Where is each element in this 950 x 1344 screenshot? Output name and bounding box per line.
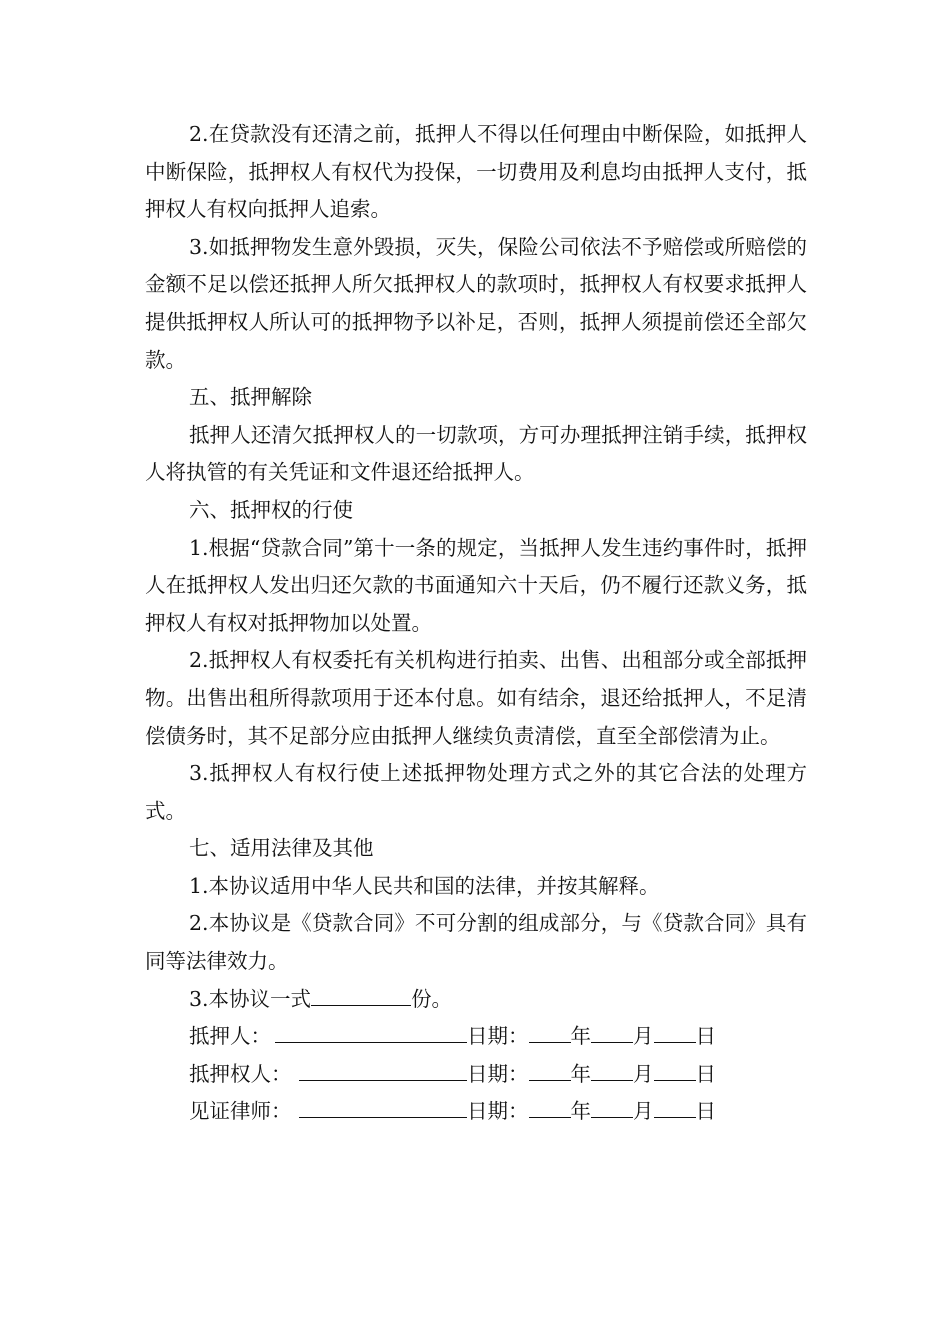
date-label: 日期： bbox=[467, 1024, 529, 1049]
month-label: 月 bbox=[633, 1024, 654, 1049]
month-label: 月 bbox=[633, 1099, 654, 1124]
day-blank[interactable] bbox=[654, 1058, 696, 1081]
paragraph-insurance-interruption: 2.在贷款没有还清之前，抵押人不得以任何理由中断保险，如抵押人中断保险，抵押权人有权代为投保，一切费用及利息均由抵押人支付，抵押权人有权向抵押人追索。 bbox=[145, 122, 807, 222]
signature-line-mortgagee bbox=[145, 1056, 807, 1094]
paragraph-exercise-3: 3.抵押权人有权行使上述抵押物处理方式之外的其它合法的处理方式。 bbox=[145, 761, 807, 823]
year-blank[interactable] bbox=[529, 1058, 571, 1081]
copies-suffix: 份。 bbox=[411, 986, 453, 1011]
document-body bbox=[145, 116, 807, 1131]
paragraph-exercise-1: 1.根据“贷款合同”第十一条的规定，当抵押人发生违约事件时，抵押人在抵押权人发出归还欠款的书面通知六十天后，仍不履行还款义务，抵押权人有权对抵押物加以处置。 bbox=[145, 535, 807, 635]
signature-label: 抵押人： bbox=[189, 1024, 271, 1049]
day-blank[interactable] bbox=[654, 1096, 696, 1119]
paragraph-copies bbox=[145, 981, 807, 1019]
paragraph-release: 抵押人还清欠抵押权人的一切款项，方可办理抵押注销手续，抵押权人将执管的有关凭证和文件退还给抵押人。 bbox=[145, 422, 807, 485]
day-label: 日 bbox=[695, 1099, 716, 1124]
year-label: 年 bbox=[570, 1024, 591, 1049]
signature-line-witness-lawyer bbox=[145, 1093, 807, 1131]
day-label: 日 bbox=[695, 1024, 716, 1049]
signature-line-mortgagor bbox=[145, 1018, 807, 1056]
paragraph-exercise-2: 2.抵押权人有权委托有关机构进行拍卖、出售、出租部分或全部抵押物。出售出租所得款项用于还本付息。如有结余，退还给抵押人，不足清偿债务时，其不足部分应由抵押人继续负责清偿，直至全部偿清为止。 bbox=[145, 648, 807, 748]
copies-count-blank[interactable] bbox=[311, 983, 411, 1006]
section-heading-law: 七、适用法律及其他 bbox=[189, 836, 374, 861]
month-blank[interactable] bbox=[591, 1096, 633, 1119]
date-label: 日期： bbox=[467, 1061, 529, 1086]
signature-blank[interactable] bbox=[299, 1096, 467, 1119]
year-label: 年 bbox=[570, 1099, 591, 1124]
signature-blank[interactable] bbox=[275, 1021, 467, 1044]
section-heading-exercise: 六、抵押权的行使 bbox=[189, 497, 353, 522]
day-label: 日 bbox=[695, 1061, 716, 1086]
paragraph-law-1: 1.本协议适用中华人民共和国的法律，并按其解释。 bbox=[189, 873, 660, 898]
signature-blank[interactable] bbox=[299, 1058, 467, 1081]
year-label: 年 bbox=[570, 1061, 591, 1086]
day-blank[interactable] bbox=[654, 1021, 696, 1044]
month-blank[interactable] bbox=[591, 1021, 633, 1044]
month-blank[interactable] bbox=[591, 1058, 633, 1081]
date-label: 日期： bbox=[467, 1099, 529, 1124]
section-heading-release: 五、抵押解除 bbox=[189, 385, 312, 410]
year-blank[interactable] bbox=[529, 1021, 571, 1044]
paragraph-collateral-loss: 3.如抵押物发生意外毁损，灭失，保险公司依法不予赔偿或所赔偿的金额不足以偿还抵押人所欠抵押权人的款项时，抵押权人有权要求抵押人提供抵押权人所认可的抵押物予以补足，否则，抵押人须提前偿还全部欠款。 bbox=[145, 234, 807, 372]
signature-label: 见证律师： bbox=[189, 1099, 292, 1124]
signature-label: 抵押权人： bbox=[189, 1061, 292, 1086]
year-blank[interactable] bbox=[529, 1096, 571, 1119]
copies-prefix: 3.本协议一式 bbox=[189, 986, 312, 1011]
month-label: 月 bbox=[633, 1061, 654, 1086]
paragraph-law-2: 2.本协议是《贷款合同》不可分割的组成部分，与《贷款合同》具有同等法律效力。 bbox=[145, 911, 807, 974]
